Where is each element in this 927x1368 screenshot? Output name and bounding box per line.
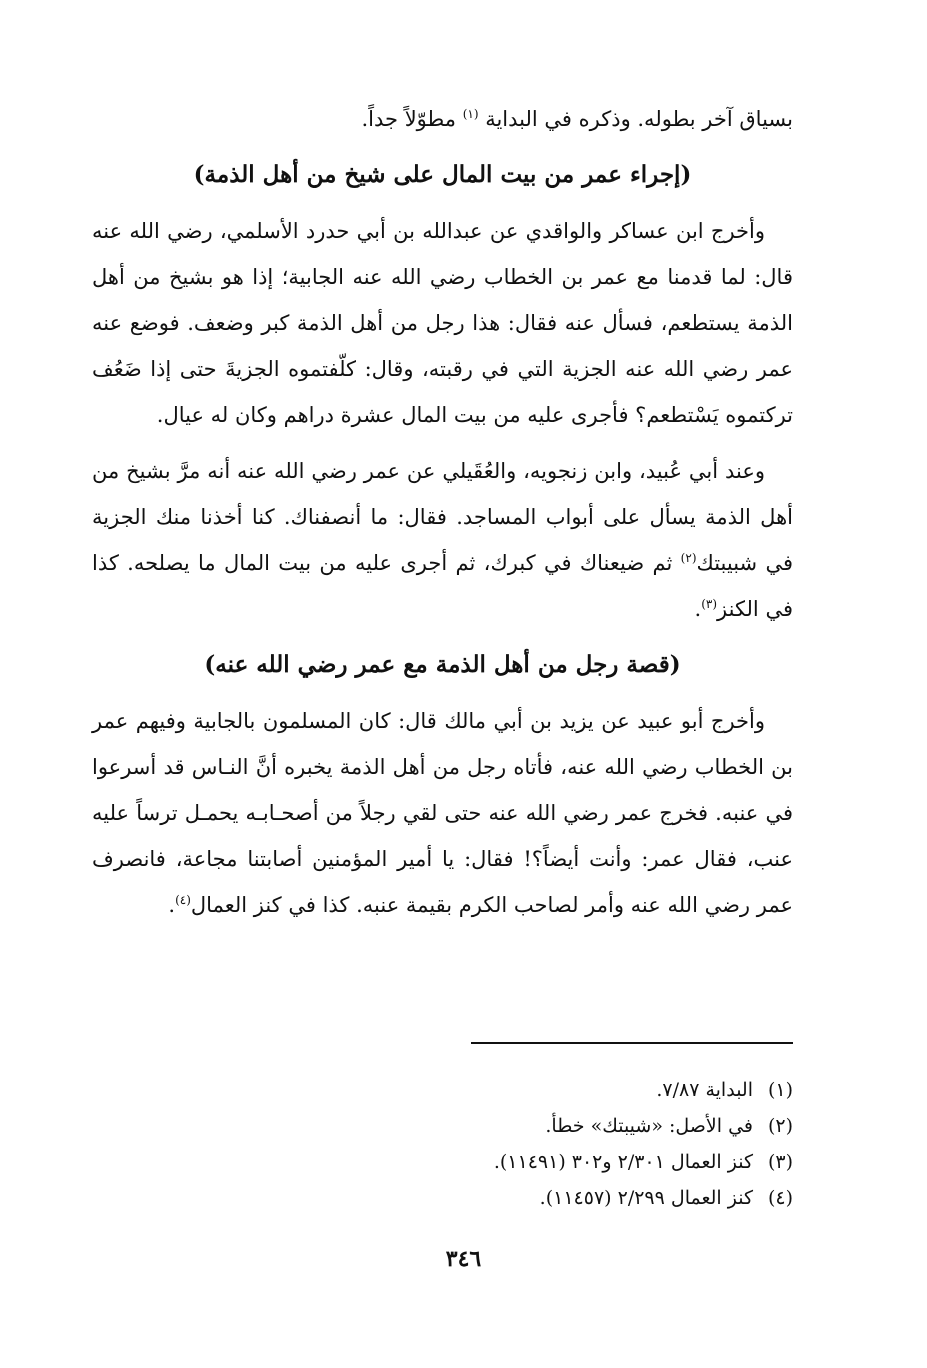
section1-paragraph-1: وأخرج ابن عساكر والواقدي عن عبدالله بن أبي حدرد الأسلمي، رضي الله عنه قال: لما قدمنا مع عمر بن الخطاب رضي الله عنه الجابية؛ إذا هو بشيخ من أهل الذمة يستطعم، فسأل عنه فقال: هذا رجل من أهل الذمة كبر وضعف. فوضع عنه عمر رضي الله عنه الجزية التي في رقبته، وقال: كلّفتموه الجزيةَ حتى إذا ضَعُف تركتموه يَسْتطعم؟ فأجرى عليه من بيت المال عشرة دراهم وكان له عيال. — [92, 219, 793, 427]
footnote-ref-1: (١) — [462, 107, 479, 121]
section1-p2-text-b: ثم ضيعناك في كبرك، ثم أجرى عليه من بيت المال ما يصلحه. كذا في الكنز — [92, 551, 793, 621]
section1-p2-text-c: . — [694, 597, 702, 621]
section2-p1-text-b: . — [168, 893, 176, 917]
footnote-text: البداية ٧/٨٧. — [656, 1079, 753, 1101]
intro-tail: مطوّلاً جداً. — [361, 107, 456, 131]
section1-paragraph-2 — [92, 448, 793, 632]
section1-p2-text-a: وعند أبي عُبيد، وابن زنجويه، والعُقَيلي عن عمر رضي الله عنه أنه مرَّ بشيخ من أهل الذمة يسأل على أبواب المساجد. فقال: ما أنصفناك. كنا أخذنا منك الجزية في شبيبتك — [92, 459, 794, 575]
intro-text: بسياق آخر بطوله. وذكره في البداية — [485, 107, 793, 131]
footnote-item — [200, 1144, 793, 1180]
footnote-ref-3: (٣) — [701, 597, 718, 611]
footnote-number: (٣) — [767, 1151, 793, 1173]
intro-paragraph — [92, 96, 793, 142]
footnote-item — [200, 1072, 793, 1108]
section-heading-2: (قصة رجل من أهل الذمة مع عمر رضي الله عنه) — [204, 651, 681, 678]
footnote-item — [200, 1108, 793, 1144]
section2-paragraph-1 — [92, 698, 793, 928]
section2-p1-text-a: وأخرج أبو عبيد عن يزيد بن أبي مالك قال: كان المسلمون بالجابية وفيهم عمر بن الخطاب رضي الله عنه، فأتاه رجل من أهل الذمة يخبره أنَّ النـاس قد أسرعوا في عنبه. فخرج عمر رضي الله عنه حتى لقي رجلاً من أصحـابـه يحمـل ترساً عليه عنب، فقال عمر: وأنت أيضاً؟! فقال: يا أمير المؤمنين أصابتنا مجاعة، فانصرف عمر رضي الله عنه وأمر لصاحب الكرم بقيمة عنبه. كذا في كنز العمال — [92, 709, 793, 917]
footnote-divider — [471, 1042, 793, 1044]
footnote-text: في الأصل: «شيبتك» خطأ. — [545, 1115, 753, 1137]
footnote-number: (٤) — [767, 1187, 793, 1209]
footnote-number: (٢) — [767, 1115, 793, 1137]
footnote-ref-2: (٢) — [680, 551, 697, 565]
footnote-number: (١) — [767, 1079, 793, 1101]
section-heading-1: (إجراء عمر من بيت المال على شيخ من أهل الذمة) — [193, 161, 692, 188]
footnotes — [200, 1072, 793, 1216]
body-text — [92, 96, 793, 928]
footnote-item — [200, 1180, 793, 1216]
footnote-ref-4: (٤) — [175, 893, 191, 907]
footnote-text: كنز العمال ٢/٣٠١ و٣٠٢ (١١٤٩١). — [493, 1151, 753, 1173]
page-number: ٣٤٦ — [445, 1246, 482, 1272]
footnote-text: كنز العمال ٢/٢٩٩ (١١٤٥٧). — [539, 1187, 753, 1209]
